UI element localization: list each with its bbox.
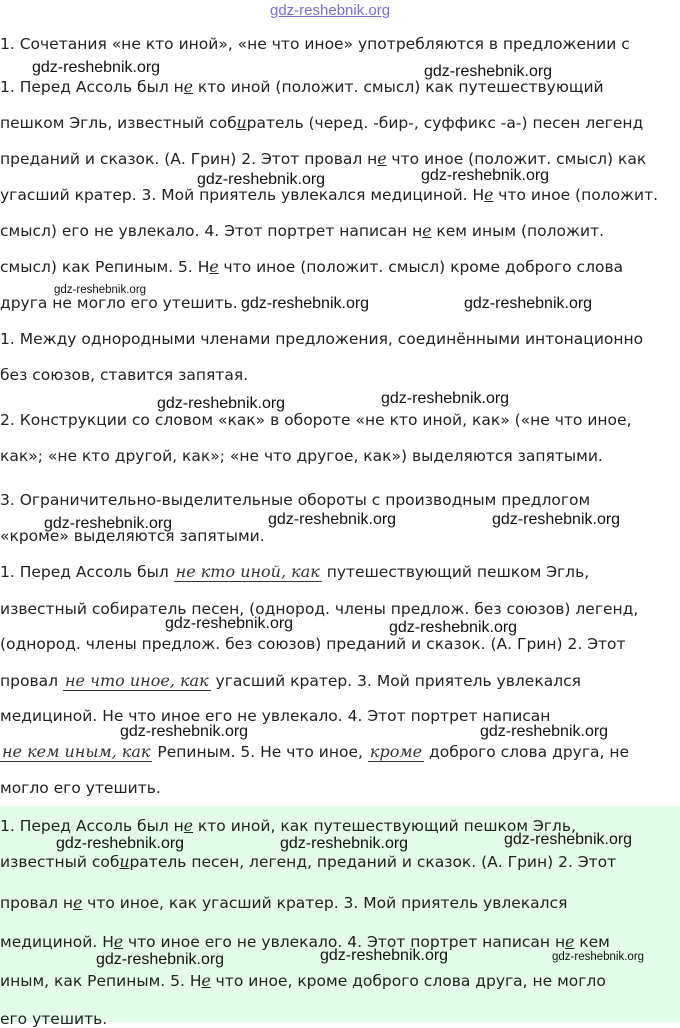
answer-line-1: 1. Перед Ассоль был не кто иной, как путешествующий пешком Эгль, (0, 817, 576, 835)
parsed-line-5: медициной. Не что иное его не увлекало. 4. Этот портрет написан (0, 707, 551, 725)
parsed-line-6: не кем иным, как Репиным. 5. Не что иное, кроме доброго слова друга, не (2, 742, 629, 761)
answer-line-2: известный собиратель песен, легенд, преданий и сказок. (А. Грин) 2. Этот (0, 853, 617, 871)
task-line-1: 1. Сочетания «не кто иной», «не что иное» употребляются в предложении с (0, 35, 630, 53)
task-line-8: друга не могло его утешить. (0, 294, 238, 312)
rule-1-line-2: без союзов, ставится запятая. (0, 366, 249, 384)
watermark: gdz-reshebnik.org (120, 723, 249, 740)
watermark: gdz-reshebnik.org (504, 831, 633, 848)
answer-line-3: провал не что иное, как угасший кратер. 3. Мой приятель увлекался (0, 894, 568, 912)
rule-2-line-1: 2. Конструкции со словом «как» в обороте «не кто иной, как» («не что иное, (0, 411, 632, 429)
watermark: gdz-reshebnik.org (552, 951, 645, 963)
watermark: gdz-reshebnik.org (197, 171, 326, 188)
task-line-6: смысл) его не увлекало. 4. Этот портрет написан не кем иным (положит. (0, 222, 605, 240)
parsed-line-4: провал не что иное, как угасший кратер. 3. Мой приятель увлекался (0, 671, 581, 690)
watermark: gdz-reshebnik.org (54, 284, 147, 296)
watermark: gdz-reshebnik.org (56, 835, 185, 852)
task-line-3: пешком Эгль, известный собиратель (черед. -бир-, суффикс -а-) песен легенд (0, 114, 644, 132)
watermark: gdz-reshebnik.org (381, 390, 510, 407)
watermark: gdz-reshebnik.org (44, 515, 173, 532)
parsed-line-7: могло его утешить. (0, 779, 161, 797)
watermark: gdz-reshebnik.org (464, 295, 593, 312)
watermark: gdz-reshebnik.org (421, 167, 550, 184)
answer-line-5: иным, как Репиным. 5. Не что иное, кроме доброго слова друга, не могло (0, 972, 606, 990)
watermark: gdz-reshebnik.org (389, 619, 518, 636)
watermark: gdz-reshebnik.org (424, 63, 553, 80)
task-line-4: преданий и сказок. (А. Грин) 2. Этот провал не что иное (положит. смысл) как (0, 150, 647, 168)
watermark: gdz-reshebnik.org (280, 835, 409, 852)
watermark: gdz-reshebnik.org (320, 947, 449, 964)
watermark: gdz-reshebnik.org (492, 511, 621, 528)
answer-line-6: его утешить. (0, 1010, 108, 1028)
answer-line-4: медициной. Не что иное его не увлекало. 4. Этот портрет написан не кем (0, 933, 610, 951)
watermark: gdz-reshebnik.org (165, 615, 294, 632)
watermark: gdz-reshebnik.org (241, 295, 370, 312)
watermark: gdz-reshebnik.org (480, 723, 609, 740)
parsed-line-2: известный собиратель песен, (однород. члены предлож. без союзов) легенд, (0, 600, 639, 618)
parsed-line-3: (однород. члены предлож. без союзов) преданий и сказок. (А. Грин) 2. Этот (0, 635, 626, 653)
parsed-line-1: 1. Перед Ассоль был не кто иной, как путешествующий пешком Эгль, (0, 562, 590, 581)
task-line-2: 1. Перед Ассоль был не кто иной (положит. смысл) как путешествующий (0, 78, 604, 96)
watermark: gdz-reshebnik.org (96, 951, 225, 968)
watermark: gdz-reshebnik.org (268, 511, 397, 528)
watermark: gdz-reshebnik.org (157, 395, 286, 412)
watermark: gdz-reshebnik.org (32, 59, 161, 76)
watermark-top[interactable]: gdz-reshebnik.org (270, 2, 391, 19)
rule-3-line-1: 3. Ограничительно-выделительные обороты с производным предлогом (0, 491, 591, 509)
rule-2-line-2: как»; «не кто другой, как»; «не что другое, как») выделяются запятыми. (0, 447, 603, 465)
task-line-5: угасший кратер. 3. Мой приятель увлекался медициной. Не что иное (положит. (0, 186, 659, 204)
rule-1-line-1: 1. Между однородными членами предложения, соединёнными интонационно (0, 330, 644, 348)
task-line-7: смысл) как Репиным. 5. Не что иное (положит. смысл) кроме доброго слова (0, 258, 624, 276)
rule-3-line-2: «кроме» выделяются запятыми. (0, 527, 265, 545)
